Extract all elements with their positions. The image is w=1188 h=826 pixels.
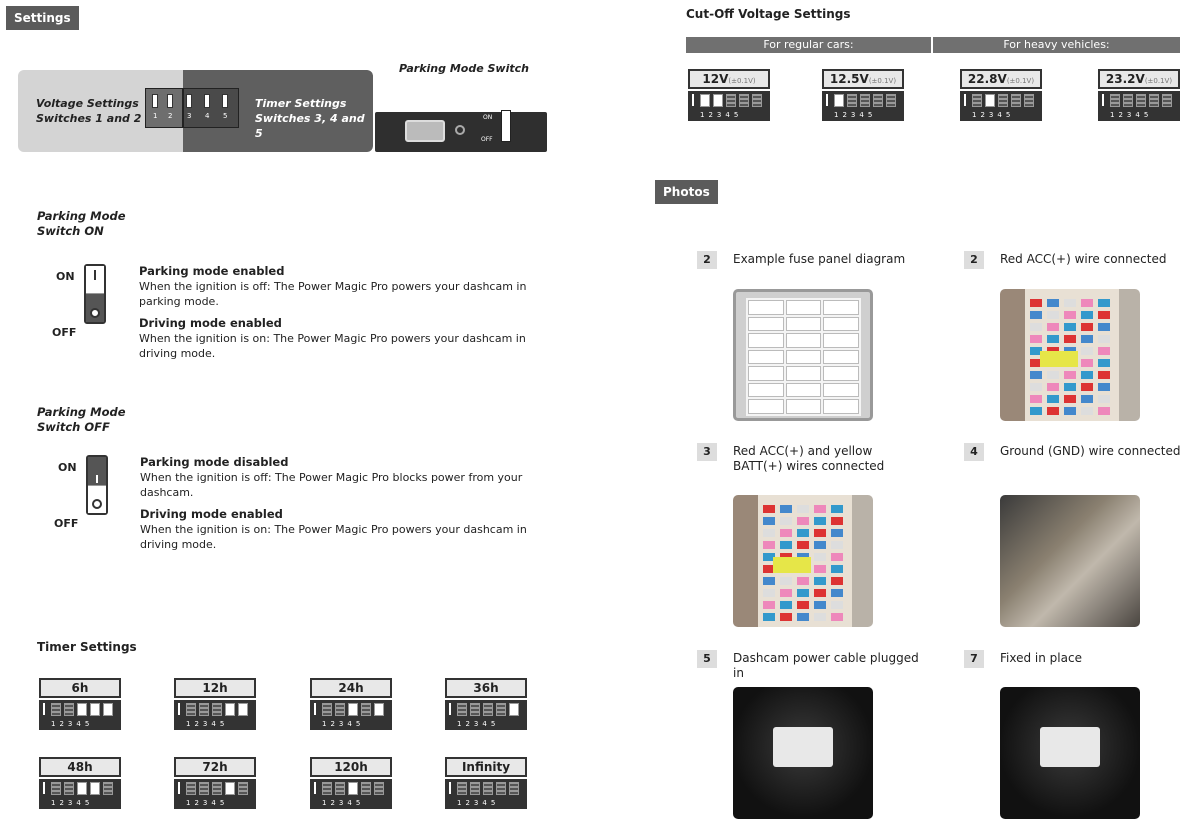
timer-dip-switches <box>169 700 256 730</box>
fuse <box>1098 395 1110 403</box>
photo-dark <box>1000 687 1140 819</box>
dip-switch <box>1110 94 1120 107</box>
timer-dip-label: 6h <box>39 678 121 698</box>
dip-on-label: ON <box>305 718 312 728</box>
dip-switch <box>374 703 384 716</box>
fuse <box>1047 383 1059 391</box>
fuse <box>1064 335 1076 343</box>
fuse <box>831 565 843 573</box>
fuse <box>1030 371 1042 379</box>
fuse <box>1047 323 1059 331</box>
dip-switch <box>1162 94 1172 107</box>
fuse <box>814 529 826 537</box>
fuse <box>763 577 775 585</box>
fuse <box>1098 311 1110 319</box>
fuse <box>814 565 826 573</box>
dip-on-label: ON <box>169 797 176 807</box>
fuse <box>814 553 826 561</box>
dip-numbers: 12345 <box>834 111 877 119</box>
dip-numbers: 12345 <box>972 111 1015 119</box>
mini-switch-number: 2 <box>168 112 173 120</box>
timer-dip-label: 36h <box>445 678 527 698</box>
fuse <box>1064 299 1076 307</box>
fuse <box>780 589 792 597</box>
dip-switch <box>509 703 519 716</box>
fuse <box>1047 335 1059 343</box>
dip-switch <box>90 703 100 716</box>
fuse <box>780 529 792 537</box>
fuse <box>1030 311 1042 319</box>
fuse <box>1098 371 1110 379</box>
rocker-off-label: OFF <box>52 326 77 339</box>
fuse <box>831 577 843 585</box>
fuse <box>814 517 826 525</box>
fuse <box>780 517 792 525</box>
photo-caption: Red ACC(+) wire connected <box>1000 252 1167 266</box>
timer-settings-label: Timer Settings Switches 3, 4 and 5 <box>255 97 365 140</box>
voltage-dip-tolerance: (±0.1V) <box>1006 77 1035 85</box>
dip-bar <box>178 703 180 715</box>
timer-dip <box>305 757 392 809</box>
fuse <box>797 517 809 525</box>
mini-switch <box>204 94 210 108</box>
dip-switch <box>238 703 248 716</box>
dip-switch <box>496 782 506 795</box>
switch-off-description: Parking mode disabled When the ignition is off: The Power Magic Pro blocks power from your dashcam. Driving mode enabled When the ignition is on: The Power Magic Pro powers your dashcam in driving mode. <box>140 455 527 551</box>
dip-switch <box>873 94 883 107</box>
fuse <box>780 541 792 549</box>
timer-dip-switches <box>305 779 392 809</box>
dip-switch <box>225 782 235 795</box>
photo-ground <box>1000 495 1140 627</box>
voltage-dip-switches <box>683 91 770 121</box>
fuse <box>1064 323 1076 331</box>
dip-switch <box>457 703 467 716</box>
dip-switch <box>886 94 896 107</box>
dip-on-label: ON <box>440 718 447 728</box>
dip-switch <box>972 94 982 107</box>
fuse <box>1047 371 1059 379</box>
voltage-dip <box>817 69 904 121</box>
dashcam-device <box>1040 727 1100 767</box>
fuse <box>814 601 826 609</box>
rocker-on-label: ON <box>58 461 77 474</box>
rocker-switch-on <box>84 264 106 324</box>
dip-bar <box>43 782 45 794</box>
dip-switch <box>998 94 1008 107</box>
fuse <box>1030 395 1042 403</box>
timer-dip-switches <box>34 700 121 730</box>
fuse <box>814 577 826 585</box>
fuse <box>1081 407 1093 415</box>
dip-switch <box>322 782 332 795</box>
dip-switch <box>713 94 723 107</box>
voltage-dip-label <box>688 69 770 89</box>
fuse <box>780 613 792 621</box>
fuse-diagram-grid <box>746 298 861 416</box>
fuse <box>763 589 775 597</box>
photo-number-badge: 2 <box>697 251 717 269</box>
photo-number-badge: 2 <box>964 251 984 269</box>
voltage-dip-value: 12.5V <box>829 72 869 86</box>
fuse <box>1047 395 1059 403</box>
dip-switch <box>51 782 61 795</box>
timer-dip-switches <box>34 779 121 809</box>
photo-caption: Dashcam power cable plugged in <box>733 651 919 680</box>
voltage-dip-value: 22.8V <box>967 72 1007 86</box>
fuse <box>1030 407 1042 415</box>
fuse <box>1047 311 1059 319</box>
photo-caption: Example fuse panel diagram <box>733 252 906 266</box>
device-on-label: ON <box>483 114 493 121</box>
dip-switch <box>726 94 736 107</box>
fuse <box>831 517 843 525</box>
dip-switch <box>348 703 358 716</box>
rocker-on-label: ON <box>56 270 75 283</box>
dip-switch <box>457 782 467 795</box>
fuse <box>1081 383 1093 391</box>
rocker-off-label: OFF <box>54 517 79 530</box>
parking-mode-switch-label: Parking Mode Switch <box>399 62 529 75</box>
fuse <box>1098 299 1110 307</box>
fuse <box>814 505 826 513</box>
dip-numbers: 12345 <box>322 799 365 807</box>
fuse <box>814 589 826 597</box>
device-led <box>455 125 465 135</box>
fuse <box>1098 383 1110 391</box>
mini-switch-number: 5 <box>223 112 228 120</box>
photo-caption: Ground (GND) wire connected <box>1000 444 1181 458</box>
fuse <box>763 505 775 513</box>
fuse <box>1030 383 1042 391</box>
dip-switch <box>1136 94 1146 107</box>
fuse <box>831 529 843 537</box>
dip-switch <box>103 782 113 795</box>
mini-switch-number: 1 <box>153 112 158 120</box>
dip-numbers: 12345 <box>51 720 94 728</box>
photo-fuses <box>733 495 873 627</box>
timer-dip <box>305 678 392 730</box>
dip-switch <box>1011 94 1021 107</box>
dip-bar <box>178 782 180 794</box>
photo-number-badge: 3 <box>697 443 717 461</box>
dip-switch <box>496 703 506 716</box>
fuse <box>1098 335 1110 343</box>
fuse <box>831 505 843 513</box>
dip-switch <box>374 782 384 795</box>
dip-bar <box>449 703 451 715</box>
mini-switch <box>186 94 192 108</box>
fuse-tap <box>773 557 811 573</box>
dip-on-label: ON <box>34 797 41 807</box>
dip-switch <box>322 703 332 716</box>
fuse <box>797 541 809 549</box>
dip-switch <box>186 782 196 795</box>
dip-switch <box>700 94 710 107</box>
fuse <box>814 541 826 549</box>
dip-switch <box>335 703 345 716</box>
fuse <box>1064 371 1076 379</box>
timer-dip <box>440 757 527 809</box>
dip-bar <box>826 94 828 106</box>
voltage-dip-value: 12V <box>702 72 729 86</box>
dip-bar <box>1102 94 1104 106</box>
timer-dip-switches <box>440 700 527 730</box>
dip-on-label: ON <box>305 797 312 807</box>
timer-dip-switches <box>440 779 527 809</box>
timer-dip-switches <box>305 700 392 730</box>
fuse <box>763 601 775 609</box>
fuse <box>1030 323 1042 331</box>
voltage-dip-switches <box>955 91 1042 121</box>
power-magic-device <box>375 112 547 152</box>
dip-numbers: 12345 <box>186 799 229 807</box>
voltage-dip-tolerance: (±0.1V) <box>1144 77 1173 85</box>
dip-switch <box>77 782 87 795</box>
mini-switch-number: 4 <box>205 112 210 120</box>
dip-numbers: 12345 <box>1110 111 1153 119</box>
fuse <box>780 505 792 513</box>
voltage-dip-value: 23.2V <box>1105 72 1145 86</box>
timer-dip <box>34 757 121 809</box>
fuse <box>797 577 809 585</box>
photo-fuse-diag <box>733 289 873 421</box>
dip-bar <box>314 782 316 794</box>
timer-settings-title: Timer Settings <box>37 640 137 654</box>
fuse <box>1081 335 1093 343</box>
dip-on-label: ON <box>440 797 447 807</box>
fuse <box>1030 335 1042 343</box>
timer-dip-label: 12h <box>174 678 256 698</box>
dip-switch <box>483 703 493 716</box>
dip-switch <box>1024 94 1034 107</box>
photo-fuses <box>1000 289 1140 421</box>
timer-dip <box>34 678 121 730</box>
fuse <box>797 505 809 513</box>
mini-switch <box>222 94 228 108</box>
fuse <box>1081 395 1093 403</box>
settings-section-tag: Settings <box>6 6 79 30</box>
timer-dip-label: 24h <box>310 678 392 698</box>
dip-switch <box>199 703 209 716</box>
dip-switch <box>847 94 857 107</box>
fuse <box>1064 383 1076 391</box>
cutoff-voltage-title: Cut-Off Voltage Settings <box>686 7 851 21</box>
photo-number-badge: 5 <box>697 650 717 668</box>
dip-switch <box>199 782 209 795</box>
dip-switch <box>212 703 222 716</box>
fuse <box>1098 359 1110 367</box>
fuse <box>780 601 792 609</box>
fuse <box>831 601 843 609</box>
switch-off-title: Parking Mode Switch OFF <box>37 405 126 434</box>
dip-bar <box>43 703 45 715</box>
fuse <box>1030 299 1042 307</box>
fuse <box>780 577 792 585</box>
fuse <box>831 613 843 621</box>
dashcam-device <box>773 727 833 767</box>
dip-switch <box>90 782 100 795</box>
timer-dip <box>440 678 527 730</box>
dip-on-label: ON <box>955 109 962 119</box>
photo-number-badge: 7 <box>964 650 984 668</box>
dip-switch <box>483 782 493 795</box>
dip-switch <box>361 703 371 716</box>
dip-switch <box>752 94 762 107</box>
photo-caption: Fixed in place <box>1000 651 1082 665</box>
dip-numbers: 12345 <box>322 720 365 728</box>
fuse-tap <box>1040 351 1078 367</box>
fuse <box>797 589 809 597</box>
voltage-dip-label <box>960 69 1042 89</box>
fuse <box>797 601 809 609</box>
fuse <box>1081 371 1093 379</box>
dip-switch <box>739 94 749 107</box>
fuse <box>814 613 826 621</box>
dip-switch <box>238 782 248 795</box>
dip-bar <box>692 94 694 106</box>
parking-mode-switch[interactable] <box>501 110 511 142</box>
fuse <box>763 613 775 621</box>
voltage-dip-label <box>1098 69 1180 89</box>
dip-on-label: ON <box>1093 109 1100 119</box>
voltage-dip-label <box>822 69 904 89</box>
dip-switch <box>985 94 995 107</box>
dip-numbers: 12345 <box>700 111 743 119</box>
dip-numbers: 12345 <box>457 799 500 807</box>
timer-dip-switches <box>169 779 256 809</box>
fuse <box>1098 323 1110 331</box>
fuse <box>1081 323 1093 331</box>
timer-dip-label: 72h <box>174 757 256 777</box>
regular-cars-header: For regular cars: <box>686 37 931 53</box>
voltage-settings-label: Voltage Settings Switches 1 and 2 <box>36 97 142 125</box>
dip-on-label: ON <box>34 718 41 728</box>
dip-on-label: ON <box>169 718 176 728</box>
photo-dark <box>733 687 873 819</box>
dip-on-label: ON <box>817 109 824 119</box>
fuse <box>1081 299 1093 307</box>
fuse <box>1047 299 1059 307</box>
dip-switch <box>225 703 235 716</box>
voltage-dip <box>955 69 1042 121</box>
fuse <box>1081 347 1093 355</box>
fuse <box>831 553 843 561</box>
dip-switch <box>103 703 113 716</box>
timer-dip <box>169 757 256 809</box>
device-connector <box>405 120 445 142</box>
voltage-dip-switches <box>1093 91 1180 121</box>
voltage-dip-switches <box>817 91 904 121</box>
voltage-dip <box>1093 69 1180 121</box>
fuse <box>763 541 775 549</box>
heavy-vehicles-header: For heavy vehicles: <box>933 37 1180 53</box>
dip-bar <box>964 94 966 106</box>
fuse <box>1098 347 1110 355</box>
device-off-label: OFF <box>481 136 493 143</box>
timer-dip-label: Infinity <box>445 757 527 777</box>
fuse <box>797 529 809 537</box>
dip-numbers: 12345 <box>51 799 94 807</box>
dip-switch <box>64 782 74 795</box>
fuse <box>1098 407 1110 415</box>
dip-numbers: 12345 <box>186 720 229 728</box>
switch-panel-diagram <box>18 70 373 152</box>
voltage-dip-tolerance: (±0.1V) <box>868 77 897 85</box>
voltage-switch-block <box>145 88 183 128</box>
fuse <box>1064 395 1076 403</box>
fuse <box>1081 311 1093 319</box>
rocker-switch-off <box>86 455 108 515</box>
fuse <box>1047 407 1059 415</box>
voltage-dip-tolerance: (±0.1V) <box>728 77 756 85</box>
mini-switch <box>152 94 158 108</box>
photos-section-tag: Photos <box>655 180 718 204</box>
fuse <box>763 517 775 525</box>
fuse <box>1064 311 1076 319</box>
dip-switch <box>361 782 371 795</box>
timer-dip-label: 48h <box>39 757 121 777</box>
fuse <box>831 589 843 597</box>
dip-switch <box>1149 94 1159 107</box>
fuse <box>1064 407 1076 415</box>
dip-switch <box>186 703 196 716</box>
switch-on-description: Parking mode enabled When the ignition is off: The Power Magic Pro powers your dashcam in parking mode. Driving mode enabled When the ignition is on: The Power Magic Pro powers your dashcam in driving mode. <box>139 264 527 360</box>
dip-switch <box>348 782 358 795</box>
dip-switch <box>509 782 519 795</box>
fuse <box>831 541 843 549</box>
dip-bar <box>314 703 316 715</box>
dip-switch <box>470 703 480 716</box>
timer-dip <box>169 678 256 730</box>
dip-switch <box>212 782 222 795</box>
dip-switch <box>470 782 480 795</box>
mini-switch-number: 3 <box>187 112 192 120</box>
dip-bar <box>449 782 451 794</box>
photo-caption: Red ACC(+) and yellow BATT(+) wires connected <box>733 444 885 473</box>
photo-number-badge: 4 <box>964 443 984 461</box>
dip-switch <box>834 94 844 107</box>
dip-switch <box>1123 94 1133 107</box>
fuse <box>797 613 809 621</box>
switch-on-title: Parking Mode Switch ON <box>37 209 126 238</box>
dip-numbers: 12345 <box>457 720 500 728</box>
timer-dip-label: 120h <box>310 757 392 777</box>
dip-switch <box>860 94 870 107</box>
dip-on-label: ON <box>683 109 690 119</box>
dip-switch <box>335 782 345 795</box>
fuse <box>763 529 775 537</box>
dip-switch <box>51 703 61 716</box>
dip-switch <box>64 703 74 716</box>
fuse <box>1081 359 1093 367</box>
dip-switch <box>77 703 87 716</box>
voltage-dip <box>683 69 770 121</box>
mini-switch <box>167 94 173 108</box>
